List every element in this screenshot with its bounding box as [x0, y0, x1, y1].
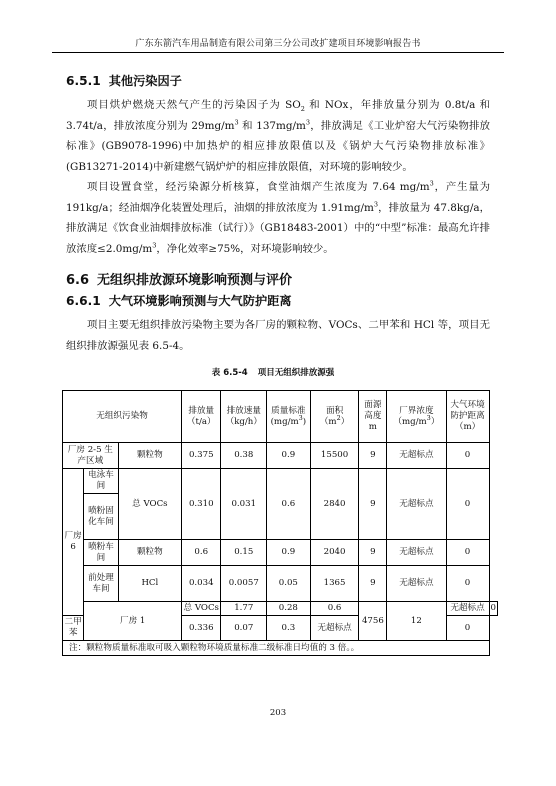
header-area: 面积 $(m^2)$ — [310, 391, 359, 443]
table-caption — [66, 366, 490, 378]
cell-area: 4756 — [359, 602, 387, 641]
cell-pollutant: 颗粒物 — [118, 540, 181, 566]
section-title: 其他污染因子 — [108, 74, 182, 88]
section-number: 6.5.1 — [66, 74, 101, 88]
header-rate-kgh: 排放速量（kg/h） — [221, 391, 267, 443]
cell-workshop: 喷粉车间 — [84, 540, 118, 566]
header-boundary-conc: 厂界浓度 $(mg/m^3)$ — [387, 391, 446, 443]
page-header: 广东东箭汽车用品制造有限公司第三分公司改扩建项目环境影响报告书 — [52, 36, 504, 53]
cell-ta: 1.77 — [221, 602, 267, 616]
cell-area: 2840 — [310, 469, 359, 540]
cell-conc: 无超标点 — [446, 602, 489, 616]
table-row — [63, 602, 498, 616]
section-title: 无组织排放源环境影响预测与评价 — [97, 273, 293, 288]
cell-dist: 0 — [446, 469, 489, 540]
cell-std: 0.6 — [310, 602, 359, 616]
cell-ta: 0.336 — [182, 616, 221, 641]
cell-area-name: 厂房 2-5 生产区域 — [63, 443, 119, 469]
cell-height: 9 — [359, 469, 387, 540]
header-rate-ta: 排放量（t/a） — [182, 391, 221, 443]
paragraph-flue-gas: 项目烘炉燃烧天然气产生的污染因子为 $SO_2$ 和 NOx，年排放量分别为 0.8t/a 和 3.74t/a，排放浓度分别为 $29mg/m^3$ 和 $137mg/m^3$，排放满足《工业炉窑大气污染物排放标准》(GB9078-1996)中加热炉的相应排放限值以及《锅炉大气污染物排放标准》(GB13271-2014)中新建燃气锅炉炉的相应排放限值，对环境的影响较少。 — [66, 99, 491, 173]
cell-ta: 0.6 — [182, 540, 221, 566]
cell-pollutant: 总 VOCs — [182, 602, 221, 616]
cell-kgh: 0.38 — [221, 443, 267, 469]
cell-ta: 0.034 — [182, 566, 221, 602]
section-title: 大气环境影响预测与大气防护距离 — [108, 294, 292, 308]
cell-dist: 0 — [446, 566, 489, 602]
section-heading-6-6-1 — [66, 292, 490, 309]
fugitive-emission-table — [62, 390, 498, 656]
cell-kgh: 0.07 — [221, 616, 267, 641]
cell-dist: 0 — [446, 443, 489, 469]
table-note-row — [63, 641, 498, 656]
cell-ta: 0.375 — [182, 443, 221, 469]
cell-height: 9 — [359, 566, 387, 602]
cell-area: 15500 — [310, 443, 359, 469]
table-row — [63, 540, 498, 566]
cell-std: 0.05 — [267, 566, 311, 602]
header-protection-distance: 大气环境防护距离（m） — [446, 391, 489, 443]
section-number: 6.6 — [66, 273, 90, 288]
table-title: 项目无组织排放源强 — [257, 368, 335, 378]
header-standard: 质量标准 $(mg/m^3)$ — [267, 391, 311, 443]
cell-group: 厂房 6 — [63, 469, 84, 616]
cell-conc: 无超标点 — [387, 469, 446, 540]
table-header-row — [63, 391, 498, 443]
cell-std: 0.6 — [267, 469, 311, 540]
page-content — [66, 64, 490, 384]
cell-pollutant: HCl — [118, 566, 181, 602]
cell-dist: 0 — [446, 616, 489, 641]
header-height: 面源高度 m — [359, 391, 387, 443]
cell-workshop: 电泳车间 — [84, 469, 118, 494]
cell-dist: 0 — [489, 602, 497, 616]
cell-height: 12 — [387, 602, 446, 641]
paragraph-canteen: 项目设置食堂，经污染源分析核算，食堂油烟产生浓度为 7.64 $mg/m^3$，产生量为 191kg/a；经油烟净化装置处理后，油烟的排放浓度为 $1.91mg/m^3$，排放量为 47.8kg/a，排放满足《饮食业油烟排放标准（试行）》（GB18483-2001）中的“中型”标准：最高允许排放浓度$\le 2.0mg/m^3$，净化效率≥75%，对环境影响较少。 — [66, 179, 490, 255]
cell-workshop: 喷粉固化车间 — [84, 494, 118, 540]
cell-std: 0.9 — [267, 443, 311, 469]
header-source: 无组织污染物 — [63, 391, 182, 443]
cell-area: 1365 — [310, 566, 359, 602]
cell-ta: 0.310 — [182, 469, 221, 540]
cell-pollutant: 总 VOCs — [118, 469, 181, 540]
page-number: 203 — [269, 708, 287, 718]
cell-std: 0.3 — [267, 616, 311, 641]
section-heading-6-5-1 — [66, 72, 490, 89]
table-row — [63, 469, 498, 494]
table-row — [63, 443, 498, 469]
cell-pollutant: 颗粒物 — [118, 443, 181, 469]
cell-height: 9 — [359, 540, 387, 566]
cell-pollutant: 二甲苯 — [63, 616, 84, 641]
cell-conc: 无超标点 — [310, 616, 359, 641]
table-note: 注：颗粒物质量标准取可吸入颗粒物环境质量标准二级标准日均值的 3 倍。。 — [63, 641, 490, 656]
cell-kgh: 0.031 — [221, 469, 267, 540]
paragraph-fugitive-intro: 项目主要无组织排放污染物主要为各厂房的颗粒物、VOCs、二甲苯和 HCl 等，项目无组织排放源强见表 6.5-4。 — [66, 319, 490, 352]
cell-kgh: 0.0057 — [221, 566, 267, 602]
cell-height: 9 — [359, 443, 387, 469]
section-number: 6.6.1 — [66, 294, 101, 308]
cell-area-name: 厂房 1 — [84, 602, 182, 641]
section-heading-6-6 — [66, 269, 490, 288]
cell-conc: 无超标点 — [387, 443, 446, 469]
cell-dist: 0 — [446, 540, 489, 566]
cell-conc: 无超标点 — [387, 540, 446, 566]
table-row — [63, 566, 498, 602]
cell-area: 2040 — [310, 540, 359, 566]
cell-std: 0.9 — [267, 540, 311, 566]
cell-conc: 无超标点 — [387, 566, 446, 602]
cell-workshop: 前处理车间 — [84, 566, 118, 602]
cell-kgh: 0.15 — [221, 540, 267, 566]
cell-kgh: 0.28 — [267, 602, 311, 616]
table-number: 表 6.5-4 — [211, 368, 248, 378]
